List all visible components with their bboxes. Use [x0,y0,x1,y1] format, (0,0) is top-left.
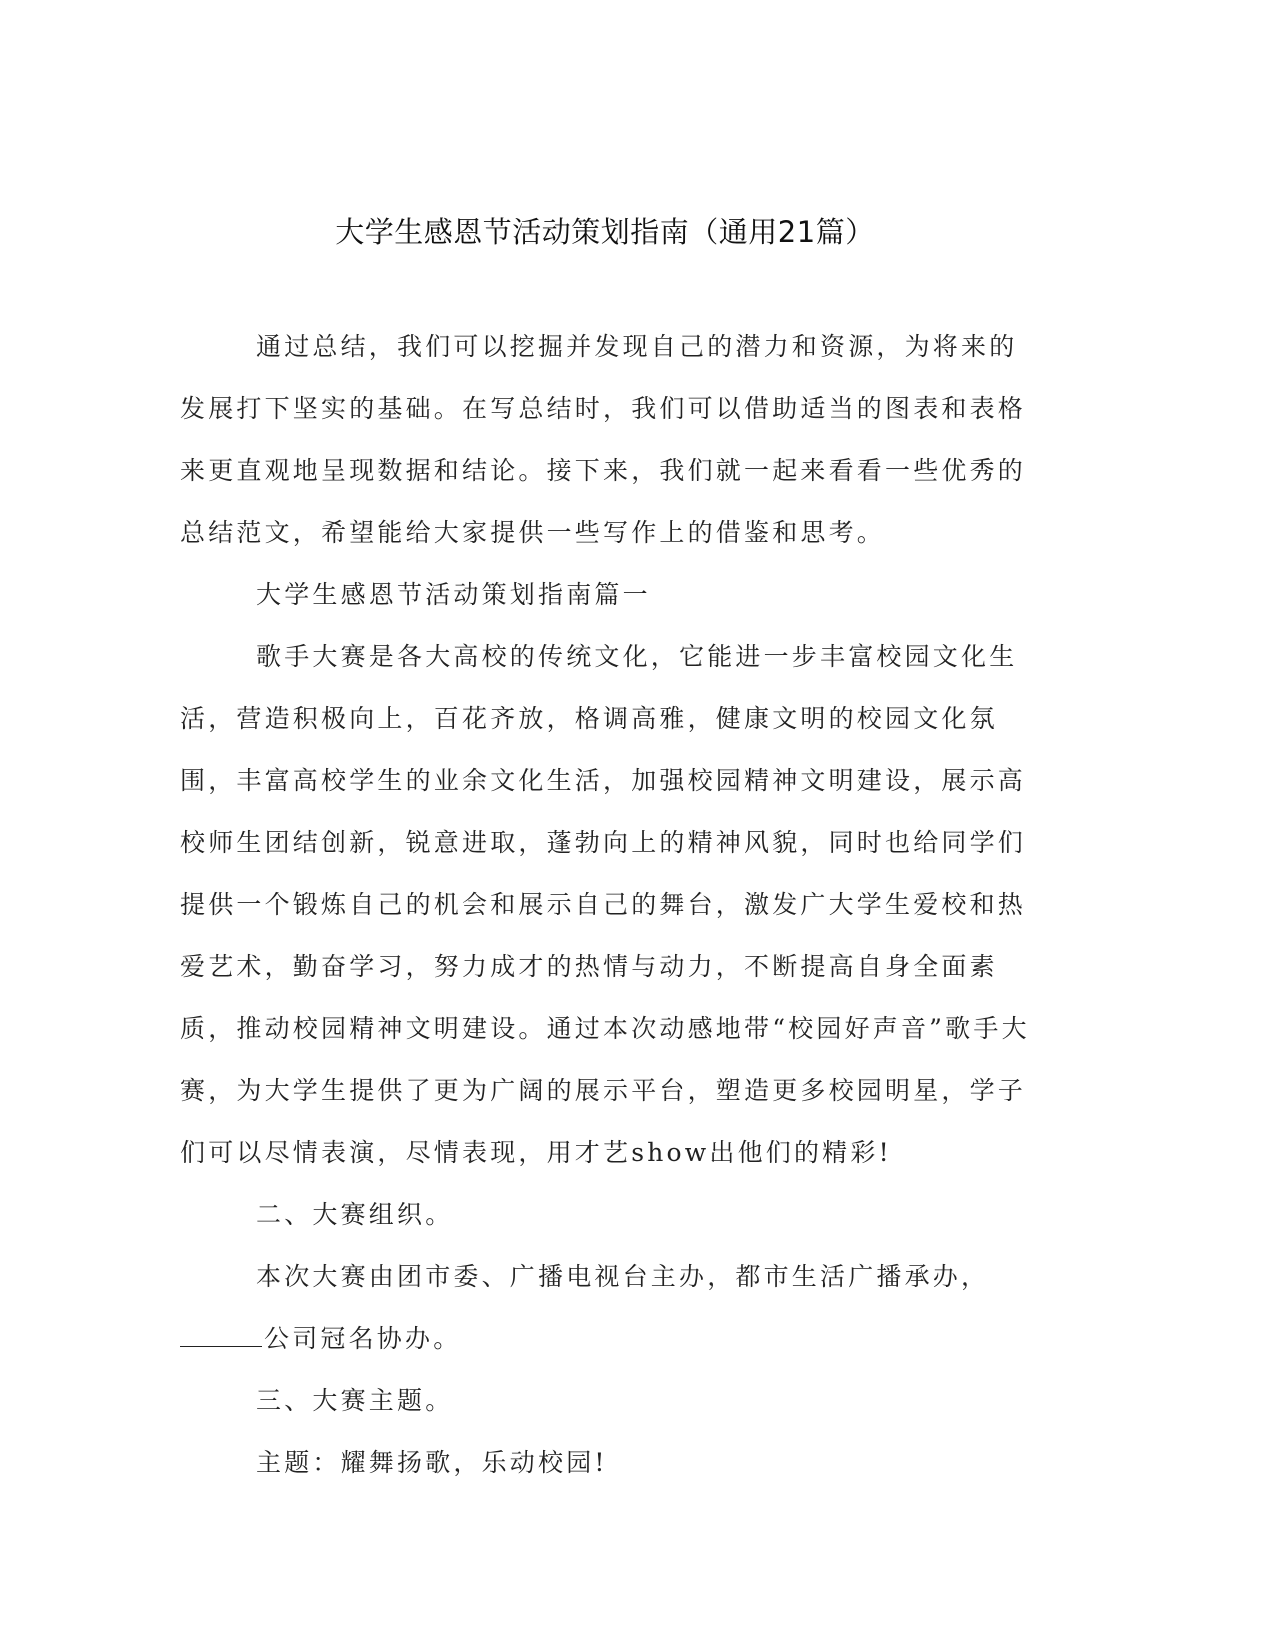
fill-in-blank [180,1324,262,1347]
sponsor-line [180,1308,1030,1370]
document-body [180,316,1030,1494]
theme-heading: 三、大赛主题。 [256,1386,454,1415]
section-heading: 大学生感恩节活动策划指南篇一 [256,580,651,609]
intro-paragraph: 通过总结，我们可以挖掘并发现自己的潜力和资源，为将来的发展打下坚实的基础。在写总结时，我们可以借助适当的图表和表格来更直观地呈现数据和结论。接下来，我们就一起来看看一些优秀的总结范文，希望能给大家提供一些写作上的借鉴和思考。 [180,332,1027,547]
organizers-paragraph: 本次大赛由团市委、广播电视台主办，都市生活广播承办， [256,1262,990,1291]
document-title: 大学生感恩节活动策划指南（通用21篇） [335,215,875,249]
organization-heading: 二、大赛组织。 [256,1200,454,1229]
theme-paragraph: 主题：耀舞扬歌，乐动校园! [256,1448,608,1477]
contest-description-paragraph: 歌手大赛是各大高校的传统文化，它能进一步丰富校园文化生活，营造积极向上，百花齐放，格调高雅，健康文明的校园文化氛围，丰富高校学生的业余文化生活，加强校园精神文明建设，展示高校师生团结创新，锐意进取，蓬勃向上的精神风貌，同时也给同学们提供一个锻炼自己的机会和展示自己的舞台，激发广大学生爱校和热爱艺术，勤奋学习，努力成才的热情与动力，不断提高自身全面素质，推动校园精神文明建设。通过本次动感地带“校园好声音”歌手大赛，为大学生提供了更为广阔的展示平台，塑造更多校园明星，学子们可以尽情表演，尽情表现，用才艺show出他们的精彩! [180,642,1030,1167]
sponsor-text: 公司冠名协办。 [264,1324,462,1353]
